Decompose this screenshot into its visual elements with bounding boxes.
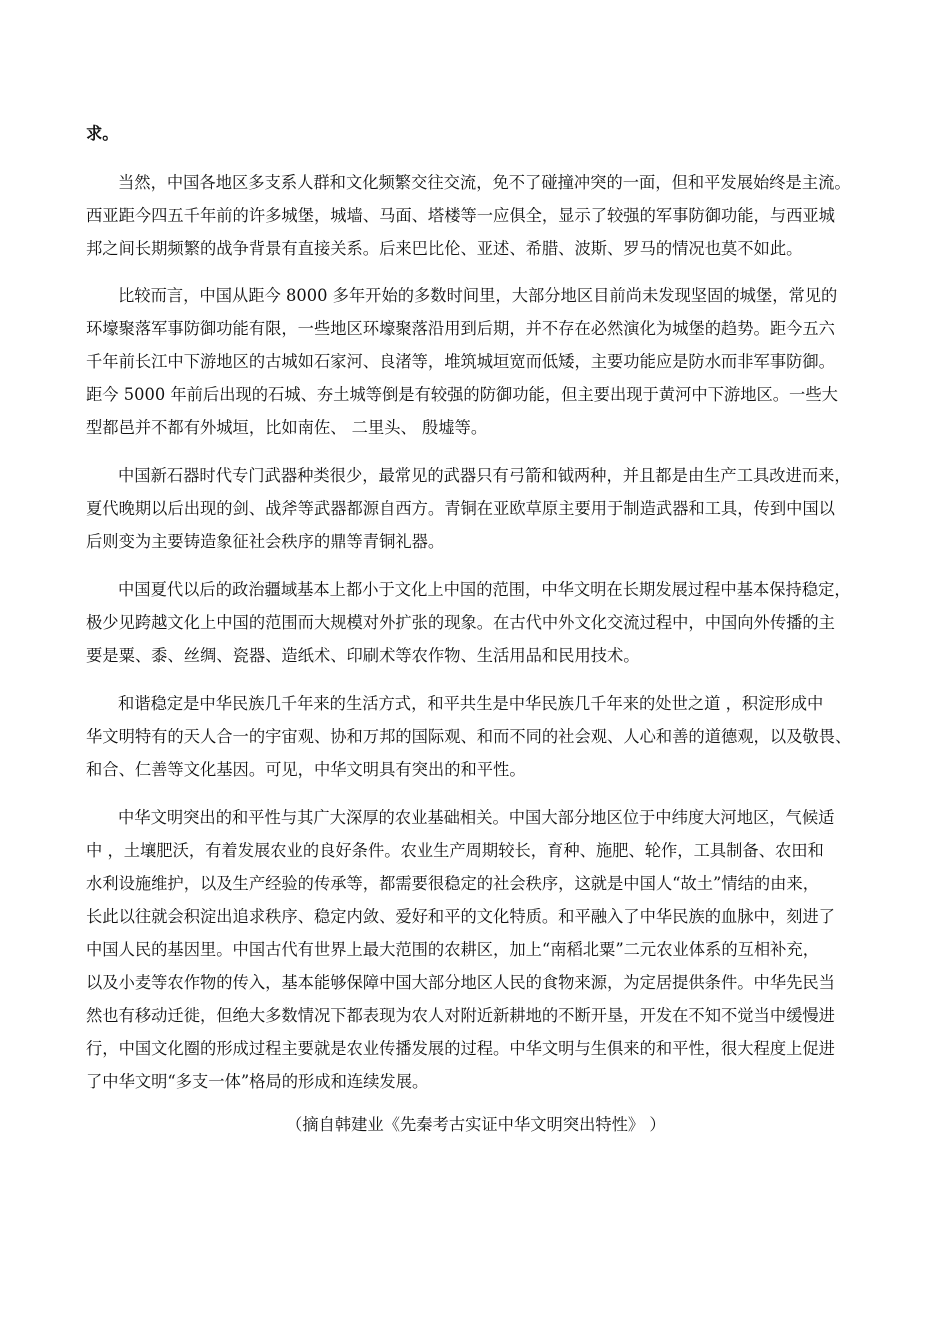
- text-line: 中 ，土壤肥沃，有着发展农业的良好条件。农业生产周期较长，育种、施肥、轮作，工具制备、农田和: [86, 841, 824, 860]
- text-line: 西亚距今四五千年前的许多城堡，城墙、马面、塔楼等一应俱全，显示了较强的军事防御功能，与西亚城: [86, 206, 835, 225]
- text-line: 长此以往就会积淀出追求秩序、稳定内敛、爱好和平的文化特质。和平融入了中华民族的血脉中，刻进了: [86, 907, 835, 926]
- text-line: 极少见跨越文化上中国的范围而大规模对外扩张的现象。在古代中外文化交流过程中，中国向外传播的主: [86, 613, 835, 632]
- paragraph-first-line: 中国新石器时代专门武器种类很少，最常见的武器只有弓箭和钺两种，并且都是由生产工具改进而来，: [118, 466, 851, 485]
- text-line: 了中华文明“多支一体”格局的形成和连续发展。: [86, 1072, 429, 1091]
- text-line: 千年前长江中下游地区的古城如石家河、良渚等，堆筑城垣宽而低矮，主要功能应是防水而非军事防御。: [86, 352, 835, 371]
- text-line: 后则变为主要铸造象征社会秩序的鼎等青铜礼器。: [86, 532, 445, 551]
- text-line: 中国人民的基因里。中国古代有世界上最大范围的农耕区，加上“南稻北粟”二元农业体系的互相补充，: [86, 940, 820, 959]
- text-line: 和合、仁善等文化基因。可见，中华文明具有突出的和平性。: [86, 760, 526, 779]
- text-line: 行，中国文化圈的形成过程主要就是农业传播发展的过程。中华文明与生俱来的和平性，很大程度上促进: [86, 1039, 835, 1058]
- paragraph-first-line: 和谐稳定是中华民族几千年来的生活方式，和平共生是中华民族几千年来的处世之道 ，积淀形成中: [118, 694, 824, 713]
- text-line: 求。: [86, 124, 119, 143]
- paragraph-first-line: 中国夏代以后的政治疆域基本上都小于文化上中国的范围，中华文明在长期发展过程中基本保持稳定，: [118, 580, 851, 599]
- text-line: 距今 5000 年前后出现的石城、夯土城等倒是有较强的防御功能，但主要出现于黄河中下游地区。一些大: [86, 385, 838, 404]
- paragraph-first-line: 中华文明突出的和平性与其广大深厚的农业基础相关。中国大部分地区位于中纬度大河地区，气候适: [118, 808, 835, 827]
- paragraph-first-line: 比较而言，中国从距今 8000 多年开始的多数时间里，大部分地区目前尚未发现坚固的城堡，常见的: [118, 286, 838, 305]
- text-line: 水利设施维护，以及生产经验的传承等，都需要很稳定的社会秩序，这就是中国人“故土”情结的由来，: [86, 874, 820, 893]
- text-line: 邦之间长期频繁的战争背景有直接关系。后来巴比伦、亚述、希腊、波斯、罗马的情况也莫不如此。: [86, 239, 803, 258]
- paragraph-first-line: 当然，中国各地区多支系人群和文化频繁交往交流，免不了碰撞冲突的一面，但和平发展始终是主流。: [118, 173, 851, 192]
- text-line: 要是粟、黍、丝绸、瓷器、造纸术、印刷术等农作物、生活用品和民用技术。: [86, 646, 640, 665]
- text-line: 环壕聚落军事防御功能有限，一些地区环壕聚落沿用到后期，并不存在必然演化为城堡的趋势。距今五六: [86, 319, 835, 338]
- source-citation: （摘自韩建业《先秦考古实证中华文明突出特性》 ）: [286, 1115, 666, 1134]
- text-line: 然也有移动迁徙，但绝大多数情况下都表现为农人对附近新耕地的不断开垦，开发在不知不觉当中缓慢进: [86, 1006, 835, 1025]
- text-line: 型都邑并不都有外城垣，比如南佐、 二里头、 殷墟等。: [86, 418, 488, 437]
- text-line: 夏代晚期以后出现的剑、战斧等武器都源自西方。青铜在亚欧草原主要用于制造武器和工具，传到中国以: [86, 499, 835, 518]
- text-line: 华文明特有的天人合一的宇宙观、协和万邦的国际观、和而不同的社会观、人心和善的道德观，以及敬畏、: [86, 727, 852, 746]
- text-line: 以及小麦等农作物的传入，基本能够保障中国大部分地区人民的食物来源，为定居提供条件。中华先民当: [86, 973, 835, 992]
